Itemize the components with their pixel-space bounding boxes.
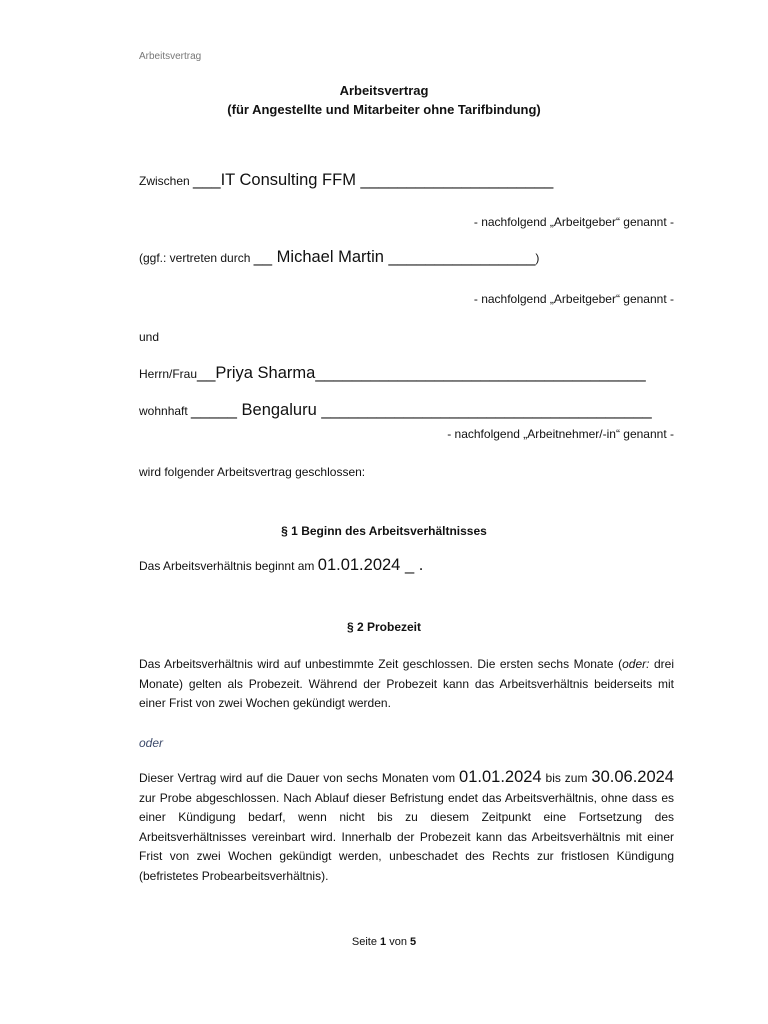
representative-name: Michael Martin [276, 248, 384, 266]
employee-name: Priya Sharma [215, 364, 316, 382]
residence-city: Bengaluru [241, 401, 317, 419]
page-number-footer [0, 936, 768, 948]
representative-prefix: (ggf.: vertreten durch [139, 251, 254, 265]
para2-part-a: Dieser Vertrag wird auf die Dauer von sechs Monaten vom [139, 771, 460, 785]
employer-line [139, 171, 553, 190]
representative-post-blank: ________________ [383, 248, 536, 266]
employer-role-note: - nachfolgend „Arbeitgeber“ genannt - [473, 215, 674, 229]
start-date: 01.01.2024 [317, 556, 401, 574]
para1-oder: oder: [622, 657, 650, 671]
para2-part-c: zur Probe abgeschlossen. Nach Ablauf dieser Befristung endet das Arbeitsverhältnis, ohne dass es einer Kündigung bedarf, wenn nicht bis zu diesem Zeitpunkt eine Fortsetzung des Arbeitsverhältnisses vereinbart wird. Innerhalb der Probezeit kann das Arbeitsverhältnis mit einer Frist von zwei Wochen gekündigt werden, unbeschadet des Rechts zur fristlosen Kündigung (befristetes Probearbeitsverhältnis). [139, 790, 674, 883]
employee-post-blank: ____________________________________ [315, 364, 646, 382]
representative-role-note: - nachfolgend „Arbeitgeber“ genannt - [473, 292, 674, 306]
residence-prefix: wohnhaft [139, 404, 192, 418]
section1-text [139, 556, 423, 575]
representative-pre-blank: __ [253, 248, 277, 266]
document-subtitle: (für Angestellte und Mitarbeiter ohne Tarifbindung) [227, 102, 541, 117]
employee-prefix: Herrn/Frau [139, 367, 198, 381]
document-title: Arbeitsvertrag [339, 83, 429, 98]
probation-to-date: 30.06.2024 [591, 768, 674, 786]
intro-text: wird folgender Arbeitsvertrag geschlossen: [139, 465, 366, 479]
start-date-blank: _ . [400, 556, 424, 574]
alternative-oder: oder [139, 736, 164, 750]
page-separator: von [386, 936, 410, 948]
para2-part-b: bis zum [541, 771, 592, 785]
connector-und: und [139, 330, 160, 344]
residence-pre-blank: _____ [191, 401, 242, 419]
employer-prefix: Zwischen [139, 174, 194, 188]
employer-post-blank: _____________________ [355, 171, 554, 189]
residence-post-blank: ____________________________________ [316, 401, 652, 419]
page-total: 5 [410, 936, 417, 948]
probation-from-date: 01.01.2024 [459, 768, 542, 786]
representative-line [139, 248, 539, 267]
probation-paragraph-2 [139, 768, 674, 886]
section1-prefix: Das Arbeitsverhältnis beginnt am [139, 559, 318, 573]
employee-line [139, 364, 646, 383]
para1-part-a: Das Arbeitsverhältnis wird auf unbestimmte Zeit geschlossen. Die ersten sechs Monate ( [139, 657, 623, 671]
employer-pre-blank: ___ [193, 171, 221, 189]
representative-suffix: ) [535, 251, 540, 265]
page-current: 1 [380, 936, 387, 948]
employee-role-note: - nachfolgend „Arbeitnehmer/-in“ genannt - [447, 427, 674, 441]
running-header: Arbeitsvertrag [139, 51, 202, 62]
section1-heading: § 1 Beginn des Arbeitsverhältnisses [281, 524, 487, 538]
section2-heading: § 2 Probezeit [346, 620, 422, 634]
employer-name: IT Consulting FFM [220, 171, 356, 189]
employee-pre-blank: __ [197, 364, 216, 382]
residence-line [139, 401, 652, 420]
probation-paragraph-1 [139, 655, 674, 714]
page-label: Seite [351, 936, 381, 948]
para1-part-b: drei Monate) gelten als Probezeit. Während der Probezeit kann das Arbeitsverhältnis beiderseits mit einer Frist von zwei Wochen gekündigt werden. [139, 657, 675, 710]
